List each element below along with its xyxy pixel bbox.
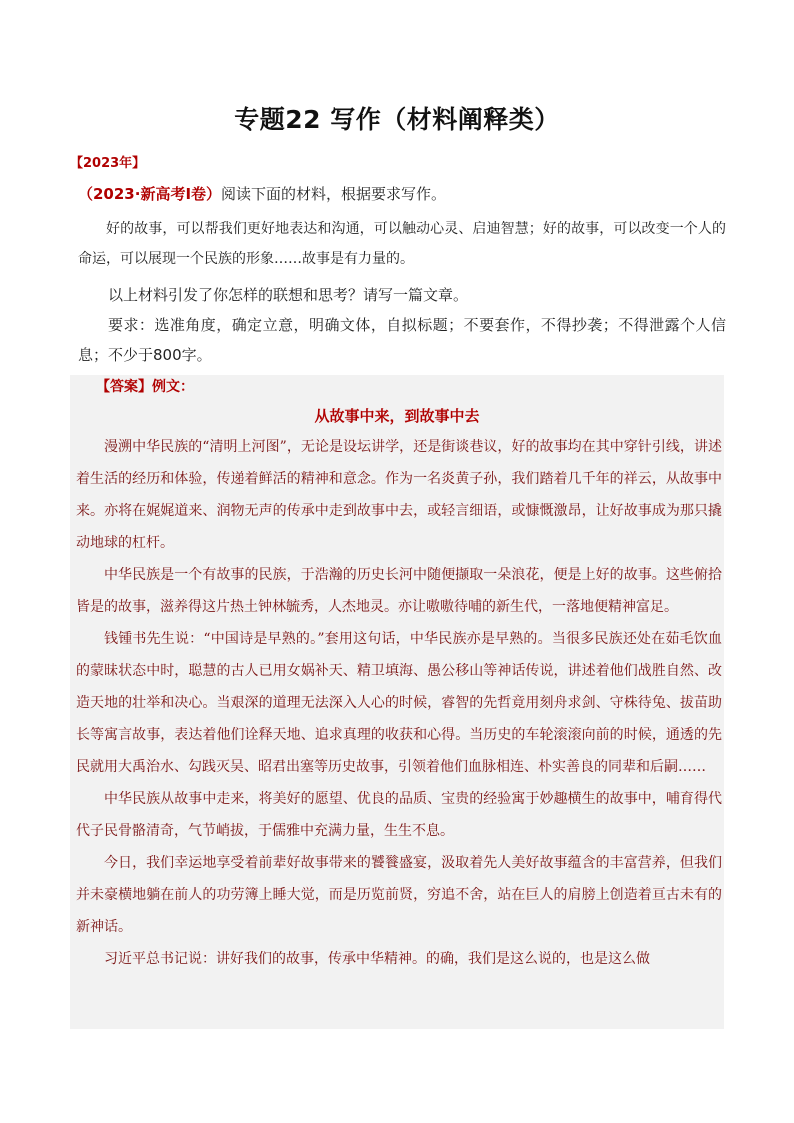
essay-paragraph: 中华民族从故事中走来，将美好的愿望、优良的品质、宝贵的经验寓于妙趣横生的故事中，哺育得代代子民骨骼清奇，气节峭拔，于儒雅中充满力量，生生不息。 <box>76 791 722 839</box>
year-tag: 【2023年】 <box>70 156 146 171</box>
question-prompt: 以上材料引发了你怎样的联想和思考？请写一篇文章。 <box>108 286 469 304</box>
question-instruction: 阅读下面的材料，根据要求写作。 <box>221 185 447 203</box>
essay-body <box>76 431 722 975</box>
essay-paragraph: 漫溯中华民族的“清明上河图”，无论是设坛讲学，还是街谈巷议，好的故事均在其中穿针引线，讲述着生活的经历和体验，传递着鲜活的精神和意念。作为一名炎黄子孙，我们踏着几千年的祥云，从故事中来。亦将在娓娓道来、润物无声的传承中走到故事中去，或轻言细语，或慷慨激昂，让好故事成为那只撬动地球的杠杆。 <box>76 439 722 551</box>
essay-paragraph: 习近平总书记说：讲好我们的故事，传承中华精神。的确，我们是这么说的，也是这么做 <box>104 951 650 967</box>
page-title: 专题22 写作（材料阐释类） <box>234 105 560 134</box>
question-material: 好的故事，可以帮我们更好地表达和沟通，可以触动心灵、启迪智慧；好的故事，可以改变一个人的命运，可以展现一个民族的形象……故事是有力量的。 <box>78 221 726 267</box>
essay-paragraph: 钱锺书先生说：“中国诗是早熟的。”套用这句话，中华民族亦是早熟的。当很多民族还处在茹毛饮血的蒙昧状态中时，聪慧的古人已用女娲补天、精卫填海、愚公移山等神话传说，讲述着他们战胜自然、改造天地的壮举和决心。当艰深的道理无法深入人心的时候，睿智的先哲竟用刻舟求剑、守株待兔、拔苗助长等寓言故事，表达着他们诠释天地、追求真理的收获和心得。当历史的车轮滚滚向前的时候，通透的先民就用大禹治水、勾践灭吴、昭君出塞等历史故事，引领着他们血脉相连、朴实善良的同辈和后嗣…… <box>76 631 722 775</box>
question-source: （2023·新高考Ⅰ卷） <box>78 185 222 203</box>
question-line <box>78 182 738 206</box>
answer-label: 【答案】例文： <box>96 379 194 395</box>
essay-paragraph: 今日，我们幸运地享受着前辈好故事带来的饕餮盛宴，汲取着先人美好故事蕴含的丰富营养，但我们并未豪横地躺在前人的功劳簿上睡大觉，而是历览前贤，穷追不舍，站在巨人的肩膀上创造着亘古未有的新神话。 <box>76 855 722 935</box>
answer-box <box>70 375 724 1029</box>
essay-title: 从故事中来，到故事中去 <box>314 407 480 425</box>
essay-paragraph: 中华民族是一个有故事的民族，于浩瀚的历史长河中随便撷取一朵浪花，便是上好的故事。这些俯拾皆是的故事，滋养得这片热土钟林毓秀，人杰地灵。亦让嗷嗷待哺的新生代，一落地便精神富足。 <box>76 567 722 615</box>
question-requirements: 要求：选准角度，确定立意，明确文体，自拟标题；不要套作，不得抄袭；不得泄露个人信息；不少于800字。 <box>78 316 726 364</box>
